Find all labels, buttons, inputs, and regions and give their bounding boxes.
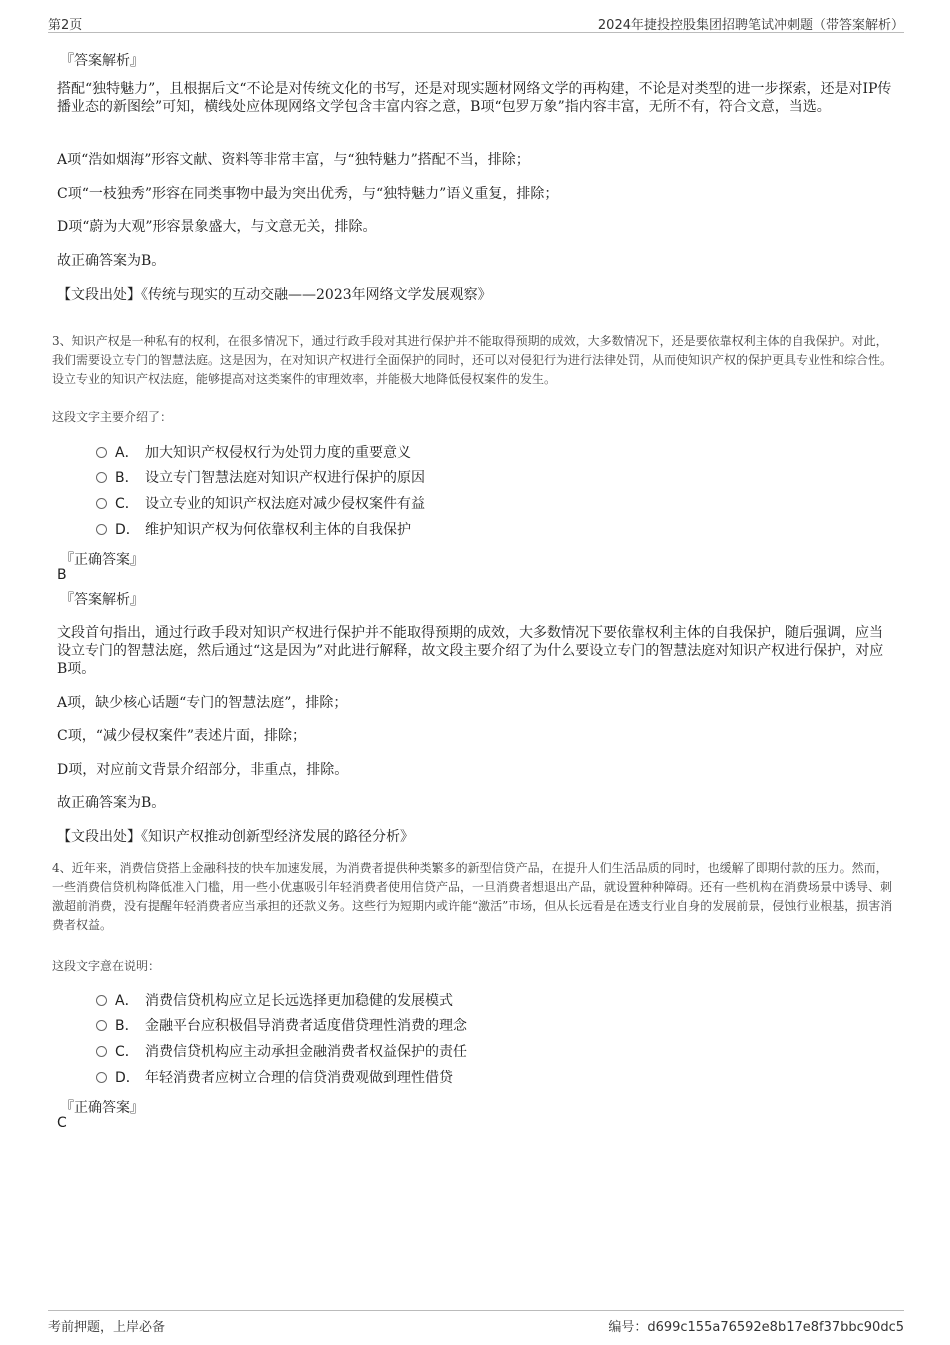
correct-answer-label: 『正确答案』 (60, 552, 144, 568)
option-a[interactable]: A． 消费信贷机构应立足长远选择更加稳健的发展模式 (96, 992, 453, 1010)
radio-icon[interactable] (96, 1020, 107, 1031)
question-prompt: 这段文字意在说明： (52, 959, 161, 973)
correct-answer-label: 『正确答案』 (60, 1100, 144, 1116)
analysis-point: A项，缺少核心话题“专门的智慧法庭”，排除； (57, 695, 348, 711)
source-citation: 【文段出处】《知识产权推动创新型经济发展的路径分析》 (57, 829, 414, 845)
page-number: 第2页 (48, 18, 83, 33)
footer-slogan: 考前押题，上岸必备 (48, 1320, 166, 1335)
code-label: 编号： (608, 1320, 648, 1335)
question-stem: 4、近年来，消费信贷搭上金融科技的快车加速发展，为消费者提供种类繁多的新型信贷产品，在提升人们生活品质的同时，也缓解了即期付款的压力。然而，一些消费信贷机构降低准入门槛，用一些小优惠吸引年轻消费者使用信贷产品，一旦消费者想退出产品，就设置种种障碍。还有一些机构在消费场景中诱导、刺激超前消费，没有提醒年轻消费者应当承担的还款义务。这些行为短期内或许能“激活”市场，但从长远看是在透支行业自身的发展前景，侵蚀行业根基，损害消费者权益。 (52, 861, 893, 932)
analysis-point: C项“一枝独秀”形容在同类事物中最为突出优秀，与“独特魅力”语义重复，排除； (57, 186, 559, 202)
analysis-label: 『答案解析』 (60, 592, 144, 608)
option-b[interactable]: B． 金融平台应积极倡导消费者适度借贷理性消费的理念 (96, 1017, 467, 1035)
option-d[interactable]: D． 维护知识产权为何依靠权利主体的自我保护 (96, 521, 411, 539)
correct-answer: C (57, 1115, 67, 1131)
question-prompt: 这段文字主要介绍了： (52, 410, 173, 424)
radio-icon[interactable] (96, 1046, 107, 1057)
radio-icon[interactable] (96, 524, 107, 535)
analysis-point: D项“蔚为大观”形容景象盛大，与文意无关，排除。 (57, 219, 377, 235)
analysis-point: D项，对应前文背景介绍部分，非重点，排除。 (57, 762, 349, 778)
option-b[interactable]: B． 设立专门智慧法庭对知识产权进行保护的原因 (96, 469, 425, 487)
radio-icon[interactable] (96, 498, 107, 509)
source-citation: 【文段出处】《传统与现实的互动交融——2023年网络文学发展观察》 (57, 287, 492, 303)
document-code (608, 1316, 904, 1335)
option-d[interactable]: D． 年轻消费者应树立合理的信贷消费观做到理性借贷 (96, 1069, 453, 1087)
analysis-point: C项，“减少侵权案件”表述片面，排除； (57, 728, 307, 744)
page-header (48, 12, 904, 33)
code-value: d699c155a76592e8b17e8f37bbc90dc5 (647, 1320, 904, 1335)
option-a[interactable]: A． 加大知识产权侵权行为处罚力度的重要意义 (96, 444, 411, 462)
radio-icon[interactable] (96, 447, 107, 458)
radio-icon[interactable] (96, 1072, 107, 1083)
document-title: 2024年捷投控股集团招聘笔试冲刺题（带答案解析） (597, 18, 904, 33)
analysis-point: A项“浩如烟海”形容文献、资料等非常丰富，与“独特魅力”搭配不当，排除； (57, 152, 530, 168)
correct-answer: B (57, 567, 67, 583)
option-c[interactable]: C． 消费信贷机构应主动承担金融消费者权益保护的责任 (96, 1043, 467, 1061)
page-footer (48, 1310, 904, 1335)
analysis-conclusion: 故正确答案为B。 (57, 253, 166, 269)
analysis-label: 『答案解析』 (60, 53, 144, 69)
analysis-conclusion: 故正确答案为B。 (57, 795, 166, 811)
question-stem: 3、知识产权是一种私有的权利，在很多情况下，通过行政手段对其进行保护并不能取得预期的成效，大多数情况下，还是要依靠权利主体的自我保护。对此，我们需要设立专门的智慧法庭。这是因为，在对知识产权进行全面保护的同时，还可以对侵犯行为进行法律处罚，从而使知识产权的保护更具专业性和综合性。设立专业的知识产权法庭，能够提高对这类案件的审理效率，并能极大地降低侵权案件的发生。 (52, 334, 893, 386)
analysis-text: 文段首句指出，通过行政手段对知识产权进行保护并不能取得预期的成效，大多数情况下要依靠权利主体的自我保护，随后强调，应当设立专门的智慧法庭，然后通过“这是因为”对此进行解释，故文段主要介绍了为什么要设立专门的智慧法庭对知识产权进行保护，对应B项。 (57, 625, 884, 677)
option-c[interactable]: C． 设立专业的知识产权法庭对减少侵权案件有益 (96, 495, 425, 513)
radio-icon[interactable] (96, 995, 107, 1006)
analysis-text: 搭配“独特魅力”，且根据后文“不论是对传统文化的书写，还是对现实题材网络文学的再构建，不论是对类型的进一步探索，还是对IP传播业态的新图绘”可知，横线处应体现网络文学包含丰富内容之意，B项“包罗万象”指内容丰富，无所不有，符合文意，当选。 (57, 81, 892, 115)
radio-icon[interactable] (96, 472, 107, 483)
